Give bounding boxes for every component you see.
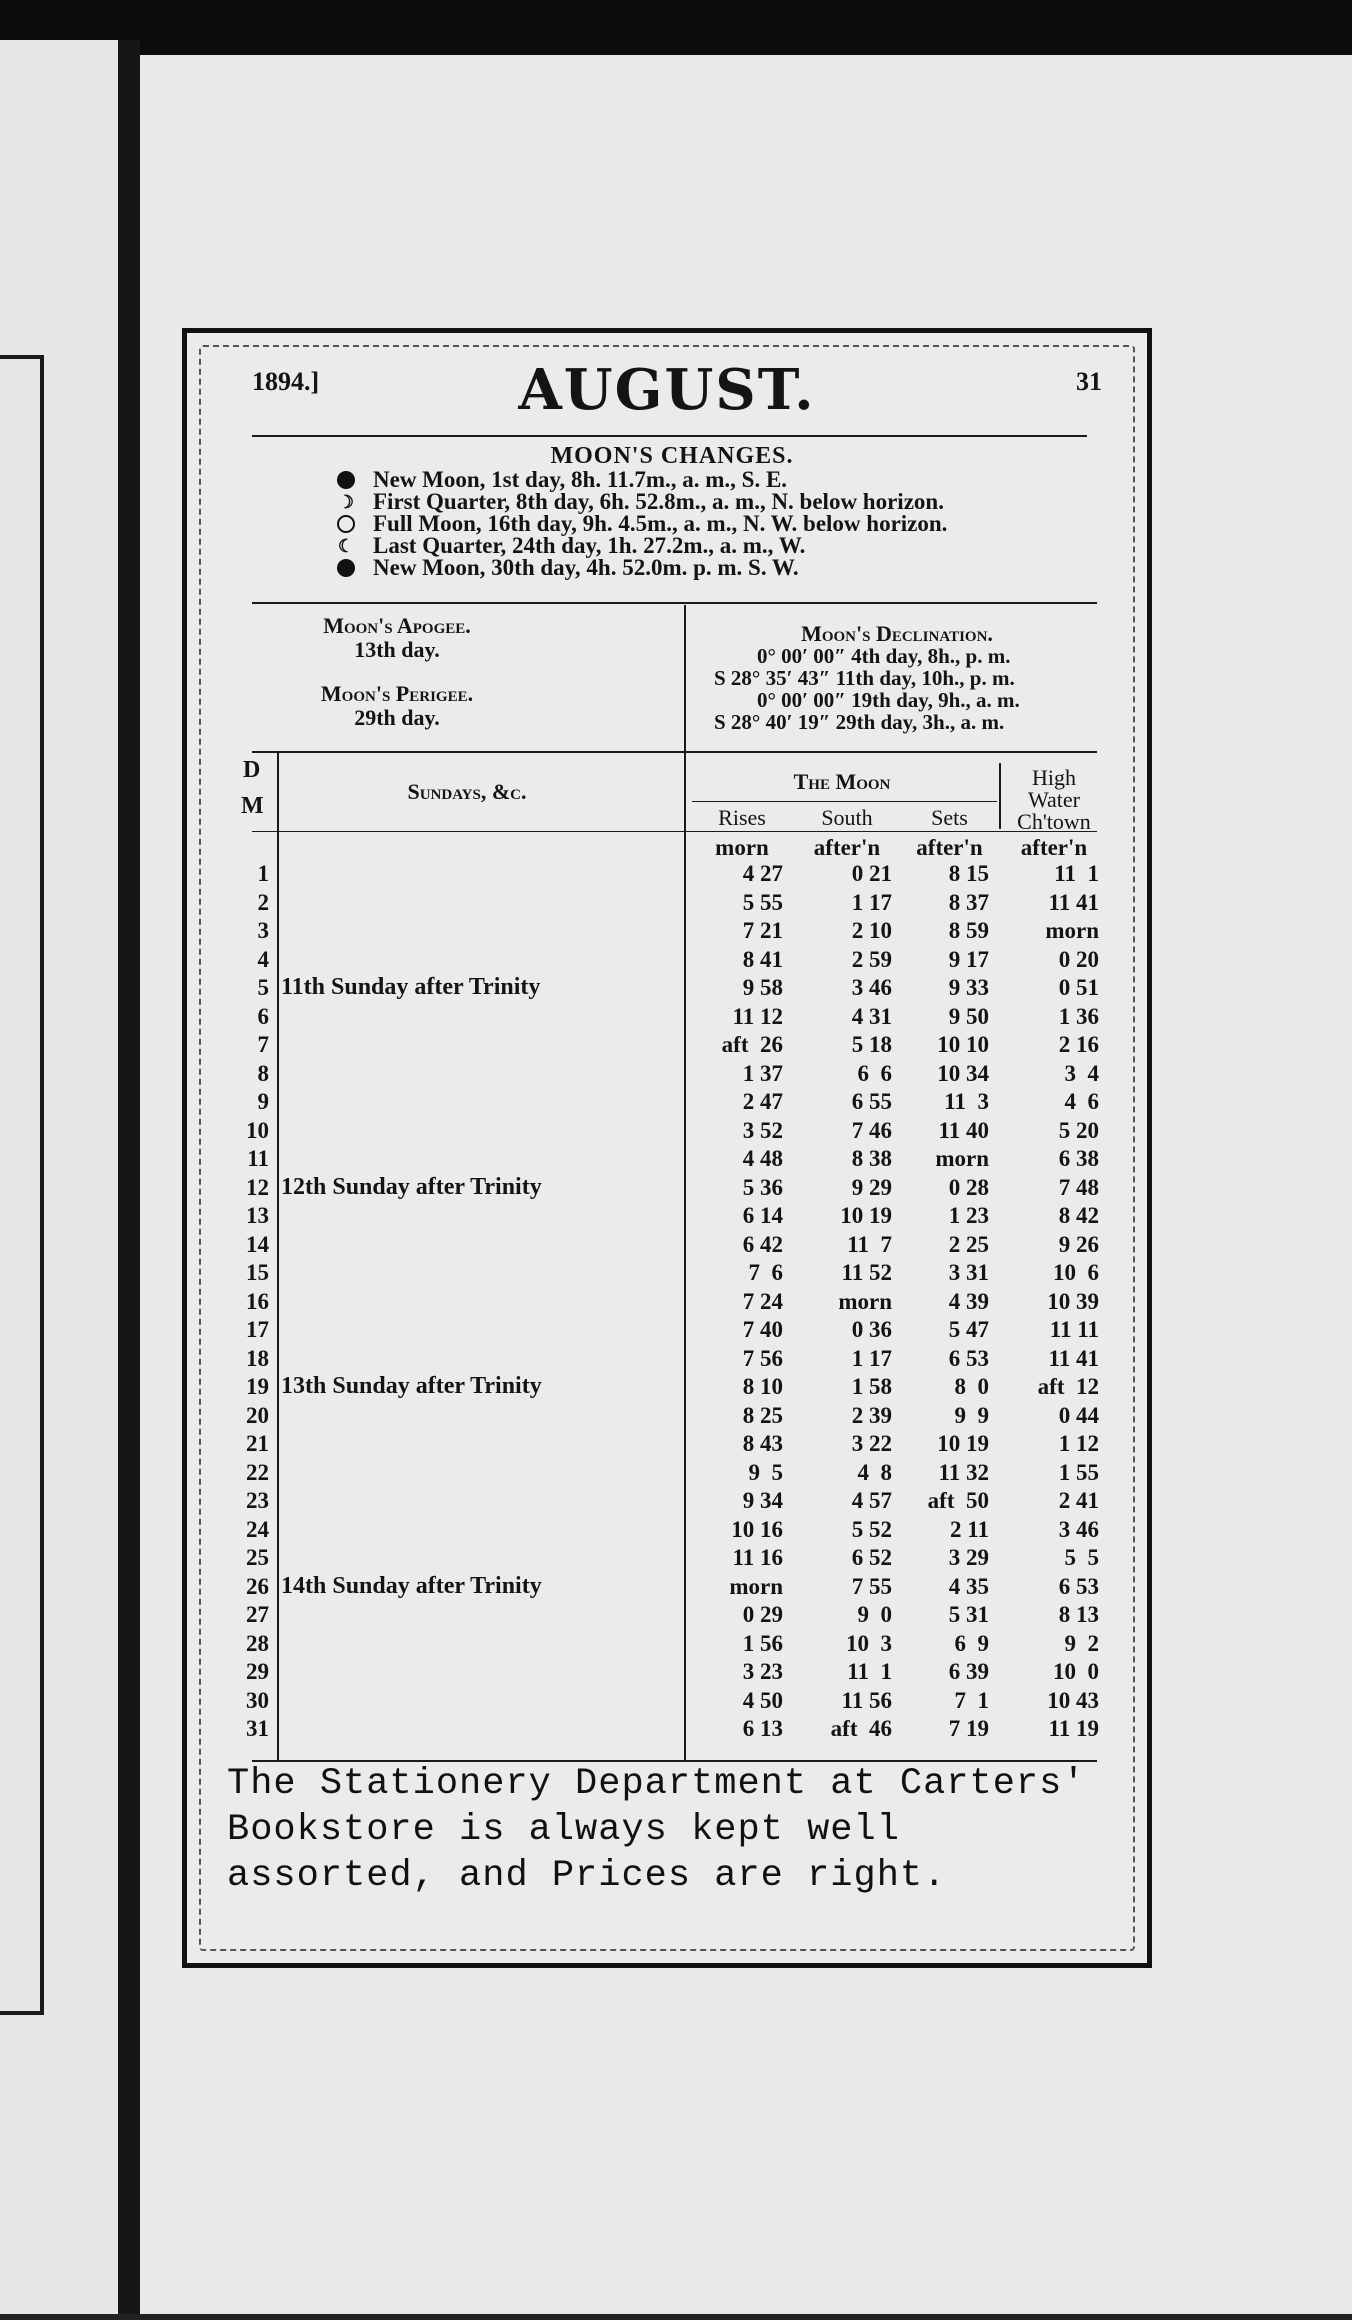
moon-group-rule <box>692 801 997 802</box>
moons-changes-title: MOON'S CHANGES. <box>550 443 794 469</box>
table-row <box>187 1517 1157 1542</box>
moon-rises: 4 48 <box>742 1146 783 1171</box>
table-row <box>187 890 1157 915</box>
col-sundays: Sundays, &c. <box>407 779 527 804</box>
high-water: 9 2 <box>1064 1630 1099 1656</box>
moon-sets: 10 19 <box>937 1431 989 1456</box>
calendar-frame <box>182 328 1152 1968</box>
moon-south: 6 6 <box>857 1060 892 1086</box>
moon-sets: 7 19 <box>948 1716 989 1741</box>
moon-sets: 6 39 <box>948 1659 989 1684</box>
sub-header-row <box>187 835 1157 860</box>
moon-rises: 11 16 <box>732 1545 783 1570</box>
table-row <box>187 1431 1157 1456</box>
moon-sets: 8 59 <box>948 918 989 943</box>
moon-phases-list <box>337 469 947 579</box>
table-row <box>187 1317 1157 1342</box>
table-row <box>187 1460 1157 1485</box>
declination-title: Moon's Declination. <box>801 621 993 646</box>
sunday-label: 13th Sunday after Trinity <box>281 1373 542 1399</box>
book-gutter <box>118 40 140 2320</box>
moon-phase-text: New Moon, 1st day, 8h. 11.7m., a. m., S. E. <box>373 467 788 492</box>
moon-sets: 8 15 <box>948 861 989 886</box>
moon-south: 11 52 <box>841 1260 892 1285</box>
sub-high-water: after'n <box>1020 835 1088 860</box>
high-water: 10 39 <box>1047 1288 1099 1314</box>
moon-rises: 9 5 <box>748 1459 783 1485</box>
moon-rises: 3 23 <box>742 1659 783 1684</box>
moon-sets: 6 53 <box>948 1345 989 1371</box>
moon-south: 5 52 <box>851 1516 892 1542</box>
moon-south: 5 18 <box>851 1032 892 1057</box>
moon-south: 11 1 <box>847 1659 892 1684</box>
moon-south: 1 58 <box>851 1374 892 1399</box>
high-water: 0 44 <box>1058 1402 1099 1428</box>
high-water: aft 12 <box>1037 1374 1099 1399</box>
day-of-month: 6 <box>257 1003 269 1029</box>
high-water: morn <box>1045 918 1099 943</box>
day-of-month: 18 <box>246 1345 269 1371</box>
day-of-month: 19 <box>246 1374 269 1399</box>
day-of-month: 13 <box>246 1203 269 1228</box>
table-row <box>187 1403 1157 1428</box>
moon-south: 8 38 <box>851 1146 892 1171</box>
month-title: AUGUST. <box>518 357 816 423</box>
col-d: D <box>243 757 261 783</box>
moon-south: 4 57 <box>851 1488 892 1513</box>
day-of-month: 4 <box>257 946 269 972</box>
moon-south: 3 22 <box>851 1431 892 1456</box>
high-water: 11 41 <box>1048 1345 1099 1371</box>
moon-south: 3 46 <box>851 975 892 1000</box>
col-rises: Rises <box>718 805 766 830</box>
moon-south: morn <box>838 1288 892 1314</box>
high-water: 1 36 <box>1058 1003 1099 1029</box>
moon-rises: 6 14 <box>742 1203 783 1228</box>
table-row <box>187 1631 1157 1656</box>
table-row <box>187 1289 1157 1314</box>
high-water: 10 6 <box>1053 1260 1099 1285</box>
moon-sets: 1 23 <box>948 1203 989 1228</box>
new-moon-icon <box>337 559 355 577</box>
table-row <box>187 947 1157 972</box>
high-water: 1 55 <box>1058 1459 1099 1485</box>
year-label: 1894.] <box>252 367 320 396</box>
sunday-label: 11th Sunday after Trinity <box>281 974 541 1000</box>
perigee-day: 29th day. <box>354 705 440 730</box>
col-high-water-2: Water <box>1028 787 1080 812</box>
table-row <box>187 1488 1157 1513</box>
moon-rises: 5 36 <box>742 1174 783 1200</box>
moon-rises: morn <box>729 1573 783 1599</box>
moon-rises: 7 6 <box>748 1260 783 1285</box>
moon-rises: 10 16 <box>731 1516 783 1542</box>
moon-rises: 9 34 <box>742 1488 783 1513</box>
high-water: 10 0 <box>1053 1659 1099 1684</box>
high-water: 3 4 <box>1064 1060 1099 1086</box>
col-m: M <box>241 793 264 819</box>
moon-sets: 9 17 <box>948 946 989 972</box>
moon-rises: 7 40 <box>742 1317 783 1342</box>
moon-south: 10 3 <box>846 1630 892 1656</box>
high-water: 1 12 <box>1058 1431 1099 1456</box>
table-row <box>187 975 1157 1000</box>
moon-rises: 3 52 <box>742 1117 783 1143</box>
moon-south: 9 29 <box>851 1174 892 1200</box>
table-row <box>187 1004 1157 1029</box>
moon-south: 6 55 <box>851 1089 892 1114</box>
moon-phase-line <box>337 469 947 491</box>
moon-sets: 5 31 <box>948 1602 989 1627</box>
declination-line: S 28° 35′ 43″ 11th day, 10h., p. m. <box>714 666 1015 690</box>
moon-phase-text: New Moon, 30th day, 4h. 52.0m. p. m. S. W. <box>373 555 799 580</box>
day-of-month: 1 <box>257 861 269 886</box>
moon-sets: 5 47 <box>948 1317 989 1342</box>
day-of-month: 11 <box>247 1146 269 1171</box>
moon-rises: 6 42 <box>742 1231 783 1257</box>
table-row <box>187 1574 1157 1599</box>
high-water: 0 51 <box>1058 975 1099 1000</box>
day-of-month: 21 <box>246 1431 269 1456</box>
day-of-month: 17 <box>246 1317 269 1342</box>
moon-sets: 4 35 <box>948 1573 989 1599</box>
high-water: 6 38 <box>1058 1146 1099 1171</box>
table-row <box>187 1146 1157 1171</box>
high-water: 10 43 <box>1047 1687 1099 1713</box>
moon-south: 11 7 <box>847 1231 892 1257</box>
moon-phase-text: Full Moon, 16th day, 9h. 4.5m., a. m., N. W. below horizon. <box>373 511 948 536</box>
moon-sets: 6 9 <box>954 1630 989 1656</box>
col-south: South <box>821 805 873 830</box>
moon-phase-line <box>337 491 947 513</box>
sunday-label: 12th Sunday after Trinity <box>281 1173 542 1200</box>
moon-rises: 7 24 <box>742 1288 783 1314</box>
moon-sets: 11 32 <box>938 1459 989 1485</box>
moon-rises: 7 56 <box>742 1345 783 1371</box>
day-of-month: 7 <box>257 1032 269 1057</box>
moon-rises: 11 12 <box>732 1003 783 1029</box>
col-high-water-1: High <box>1032 765 1076 790</box>
moon-sets: aft 50 <box>927 1488 989 1513</box>
moon-rises: 7 21 <box>742 918 783 943</box>
last-quarter-icon: ☾ <box>337 536 355 556</box>
moon-rises: 2 47 <box>742 1089 783 1114</box>
sub-rises: morn <box>715 835 769 860</box>
moon-phase-text: First Quarter, 8th day, 6h. 52.8m., a. m., N. below horizon. <box>373 489 944 514</box>
moon-phase-line <box>337 535 947 557</box>
high-water: 7 48 <box>1058 1174 1099 1200</box>
header-rule <box>252 435 1087 437</box>
moon-rises: 8 10 <box>742 1374 783 1399</box>
moon-rises: 4 50 <box>742 1687 783 1713</box>
declination-line: 0° 00′ 00″ 4th day, 8h., p. m. <box>757 644 1011 668</box>
apogee-label: Moon's Apogee. <box>323 613 471 638</box>
sub-south: after'n <box>813 835 881 860</box>
table-row <box>187 1232 1157 1257</box>
declination-line: 0° 00′ 00″ 19th day, 9h., a. m. <box>757 688 1020 712</box>
day-of-month: 30 <box>246 1687 269 1713</box>
day-of-month: 24 <box>246 1516 269 1542</box>
day-of-month: 12 <box>246 1174 269 1200</box>
moon-rises: 6 13 <box>742 1716 783 1741</box>
day-of-month: 5 <box>257 975 269 1000</box>
table-row <box>187 1545 1157 1570</box>
sunday-label: 14th Sunday after Trinity <box>281 1572 542 1599</box>
moon-rises: 1 56 <box>742 1630 783 1656</box>
high-water: 0 20 <box>1058 946 1099 972</box>
moon-sets: 8 37 <box>948 889 989 915</box>
moon-phase-text: Last Quarter, 24th day, 1h. 27.2m., a. m., W. <box>373 533 806 558</box>
moon-south: 4 8 <box>857 1459 892 1485</box>
scan-bottom-border <box>0 2314 1352 2320</box>
sub-sets: after'n <box>916 835 983 860</box>
moon-south: 6 52 <box>851 1545 892 1570</box>
moon-south: aft 46 <box>830 1716 892 1741</box>
table-row <box>187 1659 1157 1684</box>
moon-rises: 0 29 <box>742 1602 783 1627</box>
day-of-month: 20 <box>246 1402 269 1428</box>
table-row <box>187 1716 1157 1741</box>
full-moon-icon <box>337 515 355 533</box>
moon-south: 11 56 <box>841 1687 892 1713</box>
moon-south: 2 59 <box>851 946 892 972</box>
facing-page <box>0 40 118 2320</box>
high-water: 2 16 <box>1058 1032 1099 1057</box>
moon-south: 0 36 <box>851 1317 892 1342</box>
high-water: 8 13 <box>1058 1602 1099 1627</box>
day-of-month: 29 <box>246 1659 269 1684</box>
moon-sets: 10 10 <box>937 1032 989 1057</box>
moon-sets: 4 39 <box>948 1288 989 1314</box>
moon-phase-line <box>337 557 947 579</box>
scan-top-border <box>0 0 1352 62</box>
moon-south: 7 55 <box>851 1573 892 1599</box>
table-row <box>187 1260 1157 1285</box>
day-of-month: 10 <box>246 1117 269 1143</box>
table-row <box>187 918 1157 943</box>
high-water: 9 26 <box>1058 1231 1099 1257</box>
apogee-declination-divider <box>684 605 686 755</box>
day-of-month: 23 <box>246 1488 269 1513</box>
day-of-month: 3 <box>257 918 269 943</box>
day-of-month: 14 <box>246 1231 269 1257</box>
moon-column-group: The Moon <box>793 769 891 794</box>
high-water: 11 41 <box>1048 889 1099 915</box>
new-moon-icon <box>337 471 355 489</box>
moon-sets: 11 3 <box>944 1089 989 1114</box>
col-high-water-3: Ch'town <box>1017 809 1091 834</box>
moon-rises: 9 58 <box>742 975 783 1000</box>
high-water: 4 6 <box>1064 1089 1099 1114</box>
table-row <box>187 1203 1157 1228</box>
moon-sets: 9 50 <box>948 1003 989 1029</box>
moon-sets: 8 0 <box>954 1374 989 1399</box>
high-water: 6 53 <box>1058 1573 1099 1599</box>
moon-south: 0 21 <box>851 861 892 886</box>
high-water: 11 11 <box>1049 1317 1099 1342</box>
high-water: 5 20 <box>1058 1117 1099 1143</box>
day-of-month: 15 <box>246 1260 269 1285</box>
high-water: 3 46 <box>1058 1516 1099 1542</box>
day-of-month: 8 <box>257 1060 269 1086</box>
moon-rises: 1 37 <box>742 1060 783 1086</box>
perigee-label: Moon's Perigee. <box>320 681 474 706</box>
moon-sets: 7 1 <box>954 1687 989 1713</box>
moon-rises: 8 43 <box>742 1431 783 1456</box>
header-bottom-rule <box>252 831 1097 832</box>
day-of-month: 25 <box>246 1545 269 1570</box>
high-water: 11 1 <box>1054 861 1099 886</box>
day-of-month: 16 <box>246 1288 269 1314</box>
moon-sets: 3 29 <box>948 1545 989 1570</box>
day-of-month: 22 <box>246 1459 269 1485</box>
table-row <box>187 1175 1157 1200</box>
facing-page-frame <box>0 355 44 2015</box>
day-of-month: 28 <box>246 1630 269 1656</box>
table-row <box>187 1032 1157 1057</box>
moon-rises: 4 27 <box>742 861 783 886</box>
moon-south: 10 19 <box>840 1203 892 1228</box>
moon-sets: 3 31 <box>948 1260 989 1285</box>
apogee-day: 13th day. <box>354 637 440 662</box>
table-row <box>187 1061 1157 1086</box>
declination-line: S 28° 40′ 19″ 29th day, 3h., a. m. <box>714 710 1005 734</box>
table-row <box>187 1688 1157 1713</box>
moon-south: 1 17 <box>851 889 892 915</box>
page-number: 31 <box>1076 367 1102 396</box>
moon-sets: 2 25 <box>948 1231 989 1257</box>
high-water: 11 19 <box>1048 1716 1099 1741</box>
moon-south: 2 10 <box>851 918 892 943</box>
table-row <box>187 1089 1157 1114</box>
table-row <box>187 861 1157 886</box>
moon-rises: aft 26 <box>721 1032 783 1057</box>
moon-sets: 11 40 <box>938 1117 989 1143</box>
table-row <box>187 1346 1157 1371</box>
table-row <box>187 1374 1157 1399</box>
moon-sets: 10 34 <box>937 1060 989 1086</box>
first-quarter-icon: ☽ <box>337 492 355 512</box>
moon-south: 9 0 <box>857 1602 892 1627</box>
day-of-month: 2 <box>257 889 269 915</box>
moon-south: 7 46 <box>851 1117 892 1143</box>
moon-phase-line <box>337 513 947 535</box>
moon-sets: 9 9 <box>954 1402 989 1428</box>
day-of-month: 27 <box>246 1602 269 1627</box>
table-top-rule <box>252 751 1097 753</box>
changes-rule <box>252 602 1097 604</box>
moon-sets: 9 33 <box>948 975 989 1000</box>
moon-sets: morn <box>935 1146 989 1171</box>
high-water: 2 41 <box>1058 1488 1099 1513</box>
moon-rises: 8 41 <box>742 946 783 972</box>
table-row <box>187 1118 1157 1143</box>
moon-sets: 0 28 <box>948 1174 989 1200</box>
stationery-advertisement: The Stationery Department at Carters' Bookstore is always kept well assorted, and Prices are right. <box>227 1763 1086 1897</box>
high-water: 8 42 <box>1058 1203 1099 1228</box>
moon-south: 4 31 <box>851 1003 892 1029</box>
moon-rises: 5 55 <box>742 889 783 915</box>
high-water: 5 5 <box>1064 1545 1099 1570</box>
moon-sets: 2 11 <box>950 1516 989 1542</box>
moon-south: 2 39 <box>851 1402 892 1428</box>
table-row <box>187 1602 1157 1627</box>
day-of-month: 31 <box>246 1716 269 1741</box>
moon-rises: 8 25 <box>742 1402 783 1428</box>
moon-south: 1 17 <box>851 1345 892 1371</box>
day-of-month: 9 <box>257 1089 269 1114</box>
day-of-month: 26 <box>246 1573 269 1599</box>
col-sets: Sets <box>931 805 968 830</box>
